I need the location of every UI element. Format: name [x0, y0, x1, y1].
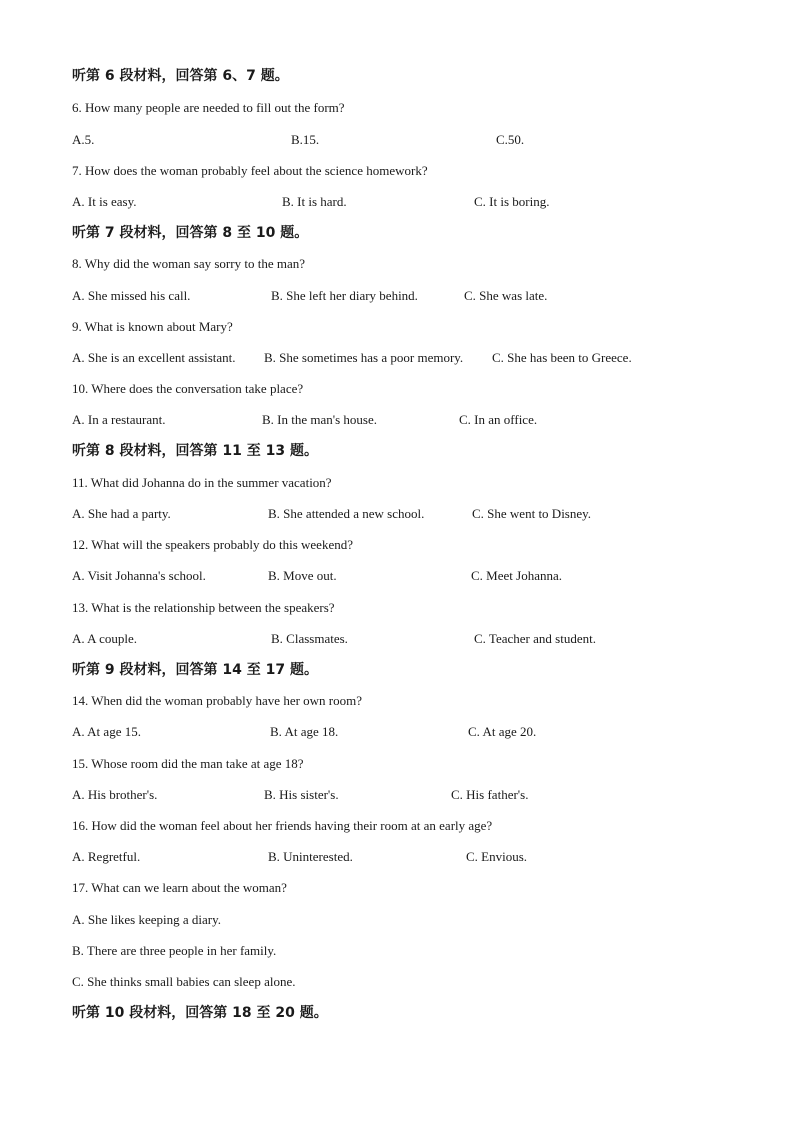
question-options — [0, 132, 794, 148]
option-a: A. In a restaurant. — [72, 412, 166, 427]
option-b: B. Uninterested. — [268, 849, 353, 864]
option-b: B. Move out. — [268, 568, 337, 583]
option-b: B. She attended a new school. — [268, 506, 425, 521]
option-a: A.5. — [72, 132, 95, 147]
section-heading: 听第 10 段材料，回答第 18 至 20 题。 — [72, 1005, 328, 1021]
option-c: C. Meet Johanna. — [471, 568, 562, 583]
question-options — [0, 631, 794, 647]
question-options — [0, 288, 794, 304]
question-stem: 10. Where does the conversation take place? — [72, 381, 304, 396]
question-options — [0, 412, 794, 428]
option-b: B.15. — [291, 132, 320, 147]
option-a: A. Regretful. — [72, 849, 141, 864]
option-c: C. She thinks small babies can sleep alone. — [72, 974, 296, 989]
option-a: A. She had a party. — [72, 506, 171, 521]
question-stem: 16. How did the woman feel about her friends having their room at an early age? — [72, 818, 493, 833]
section-heading: 听第 6 段材料，回答第 6、7 题。 — [72, 68, 289, 84]
question-stem: 13. What is the relationship between the speakers? — [72, 600, 335, 615]
option-a: A. She missed his call. — [72, 288, 191, 303]
option-c: C. Envious. — [466, 849, 528, 864]
question-options — [0, 506, 794, 522]
question-options — [0, 849, 794, 865]
option-c: C. At age 20. — [468, 724, 537, 739]
option-c: C. In an office. — [459, 412, 538, 427]
option-b: B. It is hard. — [282, 194, 347, 209]
question-options — [0, 724, 794, 740]
option-c: C. She went to Disney. — [472, 506, 592, 521]
option-b: B. Classmates. — [271, 631, 348, 646]
question-stem: 12. What will the speakers probably do this weekend? — [72, 537, 353, 552]
option-a: A. It is easy. — [72, 194, 137, 209]
option-b: B. She left her diary behind. — [271, 288, 418, 303]
question-stem: 7. How does the woman probably feel about the science homework? — [72, 163, 428, 178]
option-a: A. She is an excellent assistant. — [72, 350, 236, 365]
option-b: B. In the man's house. — [262, 412, 377, 427]
question-stem: 14. When did the woman probably have her own room? — [72, 693, 363, 708]
question-stem: 9. What is known about Mary? — [72, 319, 233, 334]
question-stem: 17. What can we learn about the woman? — [72, 880, 287, 895]
section-heading: 听第 8 段材料，回答第 11 至 13 题。 — [72, 443, 318, 459]
option-c: C. She was late. — [464, 288, 548, 303]
option-b: B. His sister's. — [264, 787, 339, 802]
option-c: C. She has been to Greece. — [492, 350, 632, 365]
option-a: A. His brother's. — [72, 787, 158, 802]
option-b: B. At age 18. — [270, 724, 339, 739]
section-heading: 听第 7 段材料，回答第 8 至 10 题。 — [72, 225, 309, 241]
option-a: A. Visit Johanna's school. — [72, 568, 206, 583]
question-options — [0, 568, 794, 584]
question-stem: 6. How many people are needed to fill out the form? — [72, 100, 345, 115]
option-c: C. Teacher and student. — [474, 631, 596, 646]
question-stem: 8. Why did the woman say sorry to the man? — [72, 256, 305, 271]
question-stem: 15. Whose room did the man take at age 18? — [72, 756, 304, 771]
question-options — [0, 194, 794, 210]
question-options — [0, 787, 794, 803]
question-stem: 11. What did Johanna do in the summer vacation? — [72, 475, 332, 490]
option-b: B. She sometimes has a poor memory. — [264, 350, 464, 365]
option-c: C. It is boring. — [474, 194, 550, 209]
option-c: C. His father's. — [451, 787, 529, 802]
option-a: A. At age 15. — [72, 724, 141, 739]
option-c: C.50. — [496, 132, 525, 147]
section-heading: 听第 9 段材料，回答第 14 至 17 题。 — [72, 662, 318, 678]
option-a: A. A couple. — [72, 631, 137, 646]
option-b: B. There are three people in her family. — [72, 943, 277, 958]
option-a: A. She likes keeping a diary. — [72, 912, 221, 927]
question-options — [0, 350, 794, 366]
